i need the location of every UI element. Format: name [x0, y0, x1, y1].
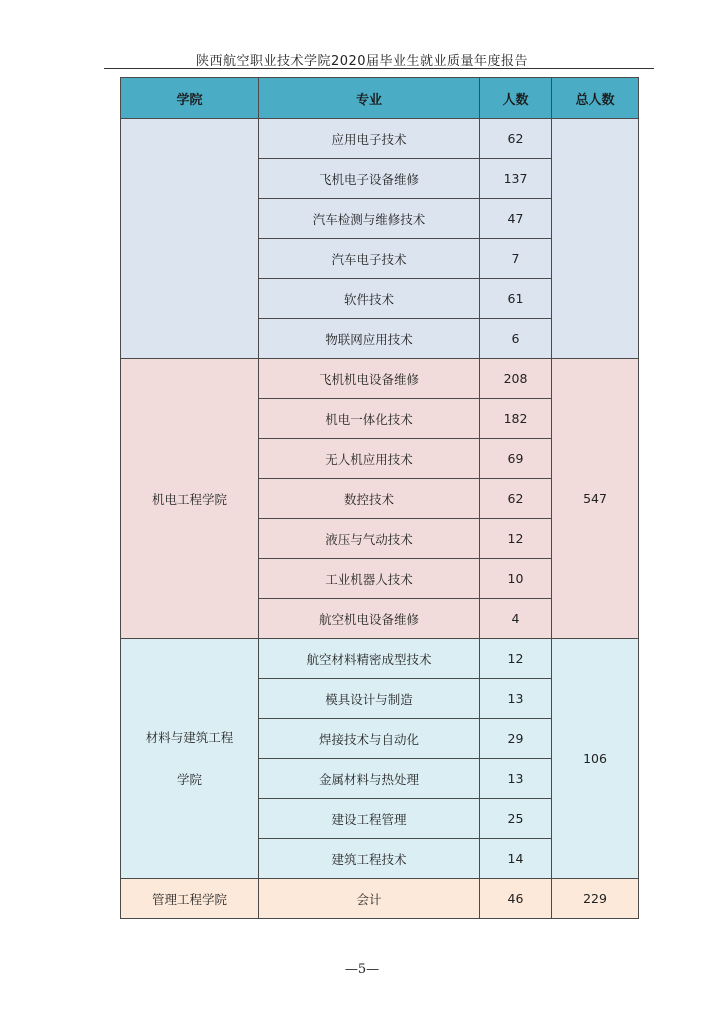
total-cell: 106: [552, 639, 639, 879]
total-cell: 229: [552, 879, 639, 919]
count-cell: 7: [480, 239, 552, 279]
major-cell: 航空材料精密成型技术: [259, 639, 480, 679]
count-cell: 13: [480, 759, 552, 799]
major-cell: 建筑工程技术: [259, 839, 480, 879]
count-cell: 47: [480, 199, 552, 239]
major-cell: 汽车电子技术: [259, 239, 480, 279]
count-cell: 14: [480, 839, 552, 879]
column-header-total: 总人数: [552, 78, 639, 119]
total-cell: [552, 119, 639, 359]
column-header-major: 专业: [259, 78, 480, 119]
table-row: [121, 639, 639, 679]
count-cell: 29: [480, 719, 552, 759]
column-header-count: 人数: [480, 78, 552, 119]
count-cell: 6: [480, 319, 552, 359]
major-cell: 工业机器人技术: [259, 559, 480, 599]
table-header-row: [121, 78, 639, 119]
college-name-line-2: 学院: [176, 771, 202, 787]
college-cell: [121, 119, 259, 359]
count-cell: 25: [480, 799, 552, 839]
header-divider: [104, 68, 654, 69]
table-row: [121, 119, 639, 159]
college-cell: 管理工程学院: [121, 879, 259, 919]
major-cell: 会计: [259, 879, 480, 919]
column-header-college: 学院: [121, 78, 259, 119]
major-cell: 模具设计与制造: [259, 679, 480, 719]
major-cell: 无人机应用技术: [259, 439, 480, 479]
count-cell: 69: [480, 439, 552, 479]
college-cell: 机电工程学院: [121, 359, 259, 639]
count-cell: 208: [480, 359, 552, 399]
major-cell: 焊接技术与自动化: [259, 719, 480, 759]
major-cell: 建设工程管理: [259, 799, 480, 839]
count-cell: 62: [480, 119, 552, 159]
major-cell: 数控技术: [259, 479, 480, 519]
major-cell: 应用电子技术: [259, 119, 480, 159]
count-cell: 10: [480, 559, 552, 599]
major-cell: 物联网应用技术: [259, 319, 480, 359]
document-header-title: 陕西航空职业技术学院2020届毕业生就业质量年度报告: [195, 54, 529, 69]
major-cell: 金属材料与热处理: [259, 759, 480, 799]
count-cell: 46: [480, 879, 552, 919]
count-cell: 137: [480, 159, 552, 199]
major-cell: 机电一体化技术: [259, 399, 480, 439]
count-cell: 13: [480, 679, 552, 719]
major-cell: 飞机机电设备维修: [259, 359, 480, 399]
college-name-line-1: 材料与建筑工程: [145, 729, 234, 745]
major-cell: 汽车检测与维修技术: [259, 199, 480, 239]
major-cell: 航空机电设备维修: [259, 599, 480, 639]
count-cell: 61: [480, 279, 552, 319]
count-cell: 12: [480, 639, 552, 679]
major-cell: 软件技术: [259, 279, 480, 319]
graduates-table: [120, 77, 639, 919]
table-row: [121, 879, 639, 919]
major-cell: 液压与气动技术: [259, 519, 480, 559]
table-row: [121, 359, 639, 399]
page-number: —5—: [344, 962, 380, 977]
college-cell: [121, 639, 259, 879]
count-cell: 12: [480, 519, 552, 559]
major-cell: 飞机电子设备维修: [259, 159, 480, 199]
count-cell: 4: [480, 599, 552, 639]
count-cell: 182: [480, 399, 552, 439]
total-cell: 547: [552, 359, 639, 639]
count-cell: 62: [480, 479, 552, 519]
